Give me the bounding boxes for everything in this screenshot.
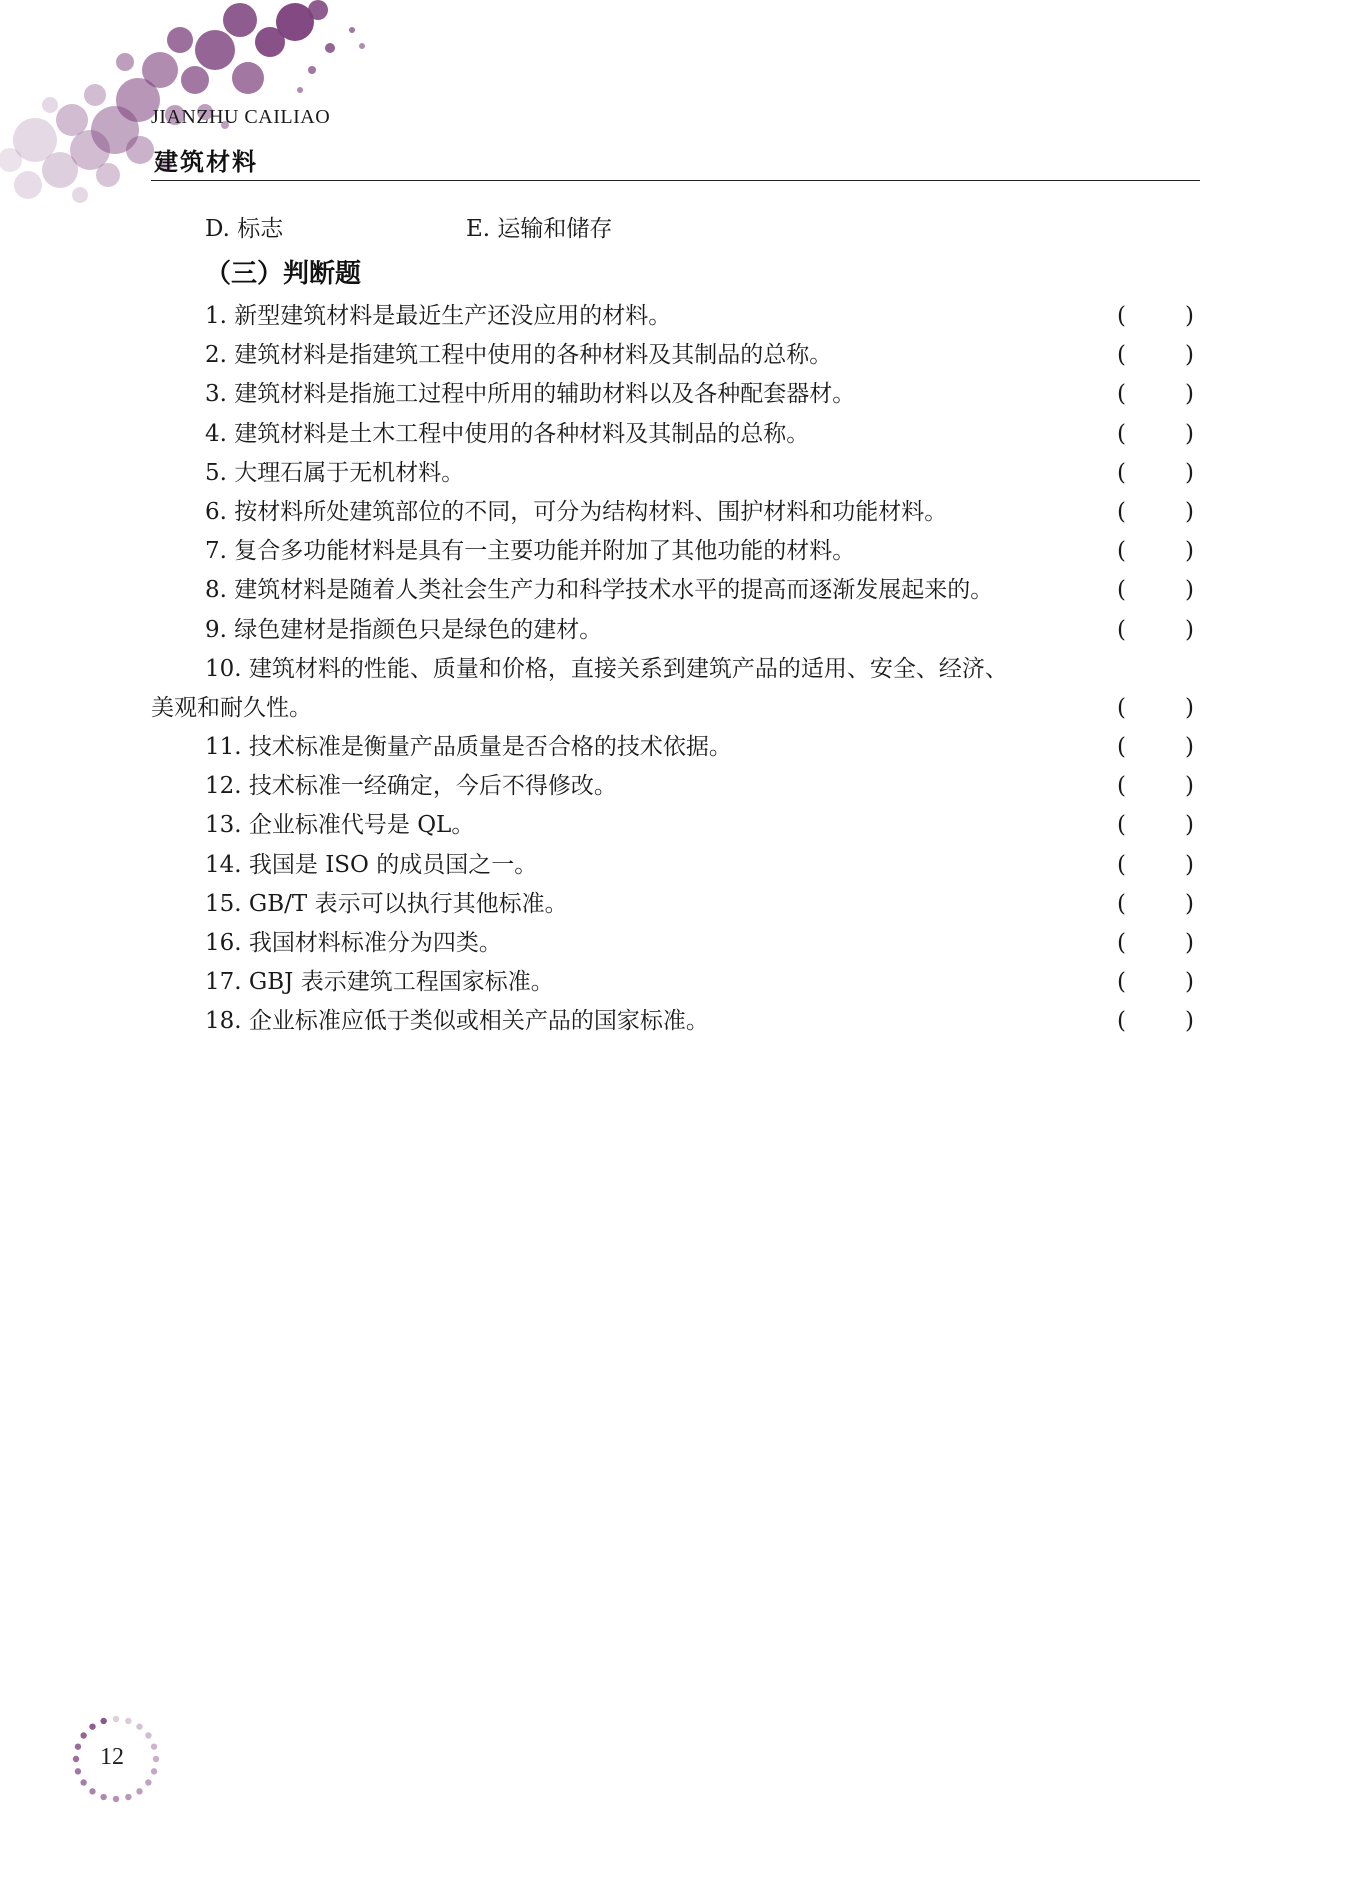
question-item	[0, 963, 1352, 1002]
answer-bracket-close: )	[1185, 694, 1194, 721]
question-text: 18. 企业标准应低于类似或相关产品的国家标准。	[205, 1008, 709, 1035]
page-ring-dot	[100, 1794, 106, 1800]
answer-bracket-open: (	[1117, 812, 1126, 839]
question-text: 6. 按材料所处建筑部位的不同，可分为结构材料、围护材料和功能材料。	[205, 498, 948, 525]
answer-bracket-open: (	[1117, 1008, 1126, 1035]
question-item	[0, 650, 1352, 689]
page-ring-dot	[89, 1788, 95, 1794]
answer-bracket-close: )	[1185, 381, 1194, 408]
decoration-dot	[42, 97, 58, 113]
page-ring-dot	[80, 1732, 86, 1738]
question-text: 1. 新型建筑材料是最近生产还没应用的材料。	[205, 303, 672, 329]
page-ring-dot	[145, 1779, 151, 1785]
answer-bracket-close: )	[1185, 577, 1194, 604]
answer-bracket-close: )	[1185, 773, 1194, 800]
answer-bracket-close: )	[1185, 734, 1194, 761]
question-item	[0, 846, 1352, 885]
answer-bracket-close: )	[1185, 342, 1194, 369]
decoration-dot	[116, 53, 134, 71]
question-text: 2. 建筑材料是指建筑工程中使用的各种材料及其制品的总称。	[205, 342, 833, 369]
page-ring-dot	[125, 1718, 131, 1724]
decoration-dot	[255, 27, 285, 57]
page-ring-dot	[145, 1732, 151, 1738]
decoration-dot	[181, 66, 209, 94]
question-text: 9. 绿色建材是指颜色只是绿色的建材。	[205, 616, 603, 643]
question-text: 15. GB/T 表示可以执行其他标准。	[205, 890, 568, 917]
page-ring-dot	[73, 1756, 79, 1762]
question-item	[0, 493, 1352, 532]
page-ring-dot	[113, 1796, 119, 1802]
decoration-dot	[359, 43, 365, 49]
header-title-cn: 建筑材料	[154, 148, 258, 176]
question-item	[0, 728, 1352, 767]
page-ring-dot	[151, 1743, 157, 1749]
page-ring-dot	[75, 1743, 81, 1749]
decoration-dot	[325, 43, 335, 53]
question-text: 4. 建筑材料是土木工程中使用的各种材料及其制品的总称。	[205, 420, 810, 447]
header-divider	[151, 180, 1200, 181]
option-d: D. 标志	[205, 216, 284, 242]
page-number: 12	[100, 1744, 124, 1770]
question-text: 12. 技术标准一经确定，今后不得修改。	[205, 773, 617, 800]
answer-bracket-open: (	[1117, 342, 1126, 369]
answer-bracket-open: (	[1117, 890, 1126, 917]
answer-bracket-open: (	[1117, 459, 1126, 486]
question-item	[0, 336, 1352, 375]
decoration-dot	[349, 27, 355, 33]
answer-bracket-open: (	[1117, 616, 1126, 643]
question-item	[0, 297, 1352, 336]
page-ring-dot	[89, 1723, 95, 1729]
question-item-continuation	[0, 689, 1352, 728]
question-item	[0, 806, 1352, 845]
question-text: 11. 技术标准是衡量产品质量是否合格的技术依据。	[205, 734, 732, 761]
answer-bracket-open: (	[1117, 969, 1126, 996]
decoration-dot	[308, 0, 328, 20]
question-item	[0, 767, 1352, 806]
decoration-dot	[14, 171, 42, 199]
option-e: E. 运输和储存	[466, 216, 613, 242]
question-item	[0, 611, 1352, 650]
decoration-dot	[297, 87, 303, 93]
decoration-dot	[126, 136, 154, 164]
question-text: 5. 大理石属于无机材料。	[205, 459, 465, 486]
answer-bracket-open: (	[1117, 930, 1126, 956]
answer-bracket-close: )	[1185, 930, 1194, 956]
question-text: 14. 我国是 ISO 的成员国之一。	[205, 851, 538, 878]
decoration-dot	[96, 163, 120, 187]
question-item	[0, 454, 1352, 493]
decoration-dot	[223, 3, 257, 37]
answer-bracket-open: (	[1117, 773, 1126, 800]
page-ring-dot	[136, 1723, 142, 1729]
answer-bracket-close: )	[1185, 420, 1194, 447]
header-title-pinyin: JIANZHU CAILIAO	[151, 106, 331, 128]
answer-bracket-close: )	[1185, 851, 1194, 878]
question-item	[0, 375, 1352, 414]
answer-bracket-close: )	[1185, 1008, 1194, 1035]
answer-bracket-open: (	[1117, 420, 1126, 447]
answer-bracket-open: (	[1117, 694, 1126, 721]
answer-bracket-close: )	[1185, 890, 1194, 917]
question-text-continuation: 美观和耐久性。	[151, 694, 312, 721]
question-text: 13. 企业标准代号是 QL。	[205, 812, 475, 839]
answer-bracket-open: (	[1117, 381, 1126, 408]
decoration-dot	[72, 187, 88, 203]
decoration-dot	[308, 66, 316, 74]
question-item	[0, 924, 1352, 963]
question-text: 16. 我国材料标准分为四类。	[205, 930, 502, 956]
question-text: 7. 复合多功能材料是具有一主要功能并附加了其他功能的材料。	[205, 538, 856, 565]
answer-bracket-close: )	[1185, 498, 1194, 525]
decoration-dot	[195, 30, 235, 70]
answer-bracket-open: (	[1117, 577, 1126, 604]
question-text: 8. 建筑材料是随着人类社会生产力和科学技术水平的提高而逐渐发展起来的。	[205, 577, 994, 604]
question-item	[0, 532, 1352, 571]
question-item	[0, 885, 1352, 924]
answer-bracket-close: )	[1185, 459, 1194, 486]
question-text: 10. 建筑材料的性能、质量和价格，直接关系到建筑产品的适用、安全、经济、	[205, 655, 1008, 682]
question-item	[0, 415, 1352, 454]
page-ring-dot	[80, 1779, 86, 1785]
answer-bracket-close: )	[1185, 812, 1194, 839]
question-item	[0, 571, 1352, 610]
page-ring-dot	[75, 1768, 81, 1774]
decoration-dot	[232, 62, 264, 94]
section-title: （三）判断题	[205, 259, 362, 289]
answer-bracket-open: (	[1117, 851, 1126, 878]
page-ring-dot	[125, 1794, 131, 1800]
answer-bracket-open: (	[1117, 538, 1126, 565]
answer-bracket-close: )	[1185, 538, 1194, 565]
page-ring-dot	[151, 1768, 157, 1774]
question-text: 17. GBJ 表示建筑工程国家标准。	[205, 969, 554, 996]
question-text: 3. 建筑材料是指施工过程中所用的辅助材料以及各种配套器材。	[205, 381, 856, 408]
answer-bracket-open: (	[1117, 498, 1126, 525]
decoration-dot	[167, 27, 193, 53]
page-ring-dot	[100, 1718, 106, 1724]
answer-bracket-open: (	[1117, 734, 1126, 761]
answer-bracket-close: )	[1185, 303, 1194, 329]
answer-bracket-open: (	[1117, 303, 1126, 329]
question-list	[0, 297, 1352, 1042]
decoration-dot	[56, 104, 88, 136]
answer-bracket-close: )	[1185, 969, 1194, 996]
question-item	[0, 1002, 1352, 1041]
decoration-dot	[84, 84, 106, 106]
answer-bracket-close: )	[1185, 616, 1194, 643]
page-ring-dot	[153, 1756, 159, 1762]
page-ring-dot	[136, 1788, 142, 1794]
page-ring-dot	[113, 1716, 119, 1722]
